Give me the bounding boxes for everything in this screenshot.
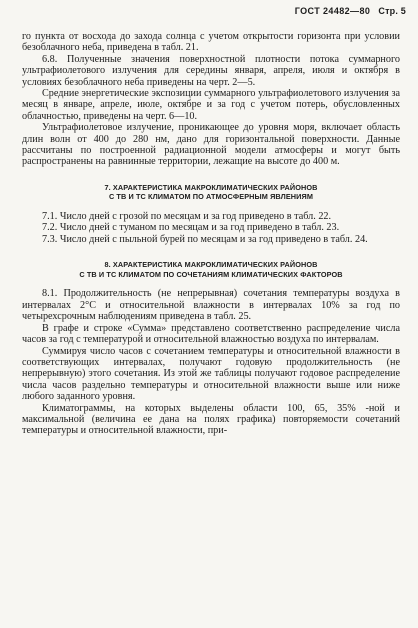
section-8-heading: [22, 260, 400, 279]
section-7-heading: [22, 183, 400, 202]
section-8-title-line-2: С ТВ И ТС КЛИМАТОМ ПО СОЧЕТАНИЯМ КЛИМАТИЧЕСКИХ ФАКТОРОВ: [79, 269, 343, 279]
paragraph-7-1: 7.1. Число дней с грозой по месяцам и за год приведено в табл. 22.: [42, 211, 332, 223]
section-7-title-line-1: 7. ХАРАКТЕРИСТИКА МАКРОКЛИМАТИЧЕСКИХ РАЙОНОВ: [104, 182, 318, 192]
paragraph-energy-exposure: Средние энергетические экспозиции суммарного ультрафиолетового излучения за месяц в январе, апреле, июле, октябре и за год с учетом потерь, обусловленных облачностью, приведены на черт. 6—10.: [22, 88, 400, 122]
section-7-title-line-2: С ТВ И ТС КЛИМАТОМ ПО АТМОСФЕРНЫМ ЯВЛЕНИЯМ: [108, 192, 314, 202]
paragraph-7-2: 7.2. Число дней с туманом по месяцам и за год приведено в табл. 23.: [42, 222, 340, 234]
paragraph-6-8: 6.8. Полученные значения поверхностной плотности потока суммарного ультрафиолетового излучения для середины января, апреля, июля и октября в условиях безоблачного неба приведены на черт. 2—5.: [22, 53, 400, 88]
section-8-title-line-1: 8. ХАРАКТЕРИСТИКА МАКРОКЛИМАТИЧЕСКИХ РАЙОНОВ: [104, 260, 318, 270]
paragraph-8-1: 8.1. Продолжительность (не непрерывная) сочетания температуры воздуха в интервалах 2°С и относительной влажности в интервалах 10% за год по четырехсрочным наблюдениям приведена в табл. 25.: [22, 288, 400, 323]
paragraph-uv-radiation: Ультрафиолетовое излучение, проникающее до уровня моря, включает область длин волн от 400 до 280 нм, дано для горизонтальной поверхности. Данные рассчитаны по построенной радиационной модели атмосферы и могут быть распространены на равнинные территории, лежащие на высоте до 400 м.: [22, 122, 400, 168]
paragraph-sum-column: В графе и строке «Сумма» представлено соответственно распределение числа часов за год с температурой и относительной влажностью воздуха по интервалам.: [22, 322, 400, 346]
page-header: [295, 6, 406, 16]
page-number: Стр. 5: [378, 6, 406, 16]
document-body: [22, 31, 400, 437]
standard-number: ГОСТ 24482—80: [294, 6, 371, 16]
paragraph-continuation: го пункта от восхода до захода солнца с учетом открытости горизонта при условии безоблачного неба, приведена в табл. 21.: [22, 31, 400, 54]
paragraph-summing-hours: Суммируя число часов с сочетанием температуры и относительной влажности в соответствующих интервалах, получают годовую продолжительность (не непрерывную) этого сочетания. Из этой же таблицы получают годовое распределение числа часов раздельно температуры и относительной влажности выше или ниже любого заданного уровня.: [22, 345, 400, 403]
paragraph-7-3: 7.3. Число дней с пыльной бурей по месяцам и за год приведено в табл. 24.: [42, 233, 368, 245]
paragraph-climatograms: Климатограммы, на которых выделены области 100, 65, 35% -ной и максимальной (величина ее дана на полях графика) повторяемости сочетаний температуры и относительной влажности, при-: [22, 402, 400, 437]
